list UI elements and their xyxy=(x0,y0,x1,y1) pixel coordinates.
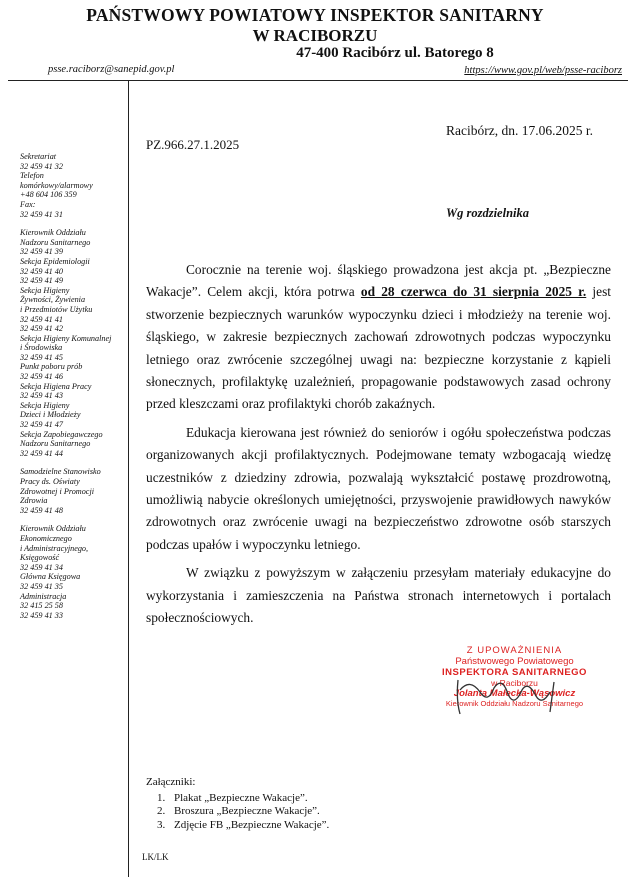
stamp-line-1: Z UPOWAŻNIENIA xyxy=(466,645,563,656)
author-initials: LK/LK xyxy=(142,852,169,862)
header-divider xyxy=(8,80,628,81)
sidebar-line: komórkowy/alarmowy xyxy=(20,180,93,190)
sidebar-line: Sekcja Higieny Komunalnej xyxy=(20,333,112,343)
attachments xyxy=(146,776,329,832)
sidebar-line: Zdrowotnej i Promocji xyxy=(20,486,94,496)
paragraph-1-start: Corocznie na terenie woj. śląskiego prowadzona jest akcja pt. „Bezpieczne Wakacje”. Celem akcji, która potrwa xyxy=(146,262,611,300)
sidebar-line: Pracy ds. Oświaty xyxy=(20,477,80,486)
sidebar-line: 32 459 41 33 xyxy=(20,610,63,620)
sidebar-line: Nadzoru Sanitarnego xyxy=(20,237,91,247)
paragraph-1-end: jest stworzenie bezpiecznych warunków wypoczynku dzieci i młodzieży na terenie woj. śląskiego, w zakresie bezpiecznych zachowań zdrowotnych podczas wypoczynku letniego oraz zwrócenie szczególnej uwagi na: bezpieczne korzystanie z kąpieli słonecznych, profilaktykę uzależnień, propagowanie podstawowych zasad ochrony przed kleszczami oraz profilaktyki chorób zakaźnych. xyxy=(146,284,611,412)
attachment-item: 3. Zdjęcie FB „Bezpieczne Wakacje”. xyxy=(168,819,329,833)
sidebar-line: 32 459 41 35 xyxy=(20,581,63,591)
sidebar-line: Sekretariat xyxy=(20,152,57,161)
sidebar-line: Sekcja Higieny xyxy=(20,285,70,295)
sidebar-line: Główna Księgowa xyxy=(20,572,81,582)
sidebar-line: Księgowość xyxy=(20,553,60,563)
handwritten-signature xyxy=(450,670,590,720)
attachments-list xyxy=(146,792,329,833)
sidebar-line: i Przedmiotów Użytku xyxy=(20,304,93,314)
sidebar-line: 32 459 41 43 xyxy=(20,391,63,401)
sidebar-line: 32 459 41 31 xyxy=(20,209,63,219)
addressee: Wg rozdzielnika xyxy=(446,206,530,220)
sidebar-line: Ekonomicznego xyxy=(20,533,72,543)
sidebar-line: 32 459 41 41 xyxy=(20,314,63,324)
sidebar-line: Kierownik Oddziału xyxy=(20,228,86,238)
attachment-item: 1. Plakat „Bezpieczne Wakacje”. xyxy=(168,792,329,806)
attachment-item: 2. Broszura „Bezpieczne Wakacje”. xyxy=(168,805,329,819)
paragraph-3: W związku z powyższym w załączeniu przesyłam materiały edukacyjne do wykorzystania i zamieszczenia na Państwa stronach internetowych i portalach społecznościowych. xyxy=(146,565,611,626)
contact-sidebar xyxy=(20,152,128,629)
stamp-line-6: Kierownik Oddziału Nadzoru Sanitarnego xyxy=(445,699,584,708)
sidebar-line: Sekcja Epidemiologii xyxy=(20,256,90,266)
header-institution: PAŃSTWOWY POWIATOWY INSPEKTOR SANITARNY xyxy=(86,5,544,25)
sidebar-line: 32 459 41 48 xyxy=(20,505,63,515)
sidebar-line: i Środowiska xyxy=(20,343,63,353)
sidebar-line: Administracja xyxy=(20,591,67,601)
header-email: psse.raciborz@sanepid.gov.pl xyxy=(48,64,175,75)
sidebar-line: 32 459 41 46 xyxy=(20,372,63,382)
paragraph-1 xyxy=(146,259,611,416)
sidebar-line: +48 604 106 359 xyxy=(20,190,77,200)
header-url: https://www.gov.pl/web/psse-raciborz xyxy=(464,65,622,76)
sidebar-line: Dzieci i Młodzieży xyxy=(20,410,81,420)
sidebar-group xyxy=(20,467,128,515)
sidebar-group xyxy=(20,152,128,219)
header-address: 47-400 Racibórz ul. Batorego 8 xyxy=(296,45,494,61)
sidebar-line: Samodzielne Stanowisko xyxy=(20,467,101,477)
sidebar-line: 32 459 41 45 xyxy=(20,352,63,362)
sidebar-line: 32 459 41 49 xyxy=(20,276,63,286)
sidebar-line: 32 459 41 34 xyxy=(20,562,63,572)
attachments-title: Załączniki: xyxy=(146,776,196,788)
stamp-line-3: INSPEKTORA SANITARNEGO xyxy=(442,667,587,678)
sidebar-line: Telefon xyxy=(20,171,44,181)
header-city: W RACIBORZU xyxy=(252,26,378,45)
stamp-line-4: w Raciborzu xyxy=(491,678,538,688)
sidebar-line: Fax: xyxy=(20,199,36,209)
sidebar-line: i Administracyjnego, xyxy=(20,543,89,553)
sidebar-line: Sekcja Higiena Pracy xyxy=(20,381,92,391)
sidebar-group xyxy=(20,228,128,458)
sidebar-line: Zdrowia xyxy=(20,496,48,506)
sidebar-line: Punkt poboru prób xyxy=(20,362,83,372)
sidebar-line: Kierownik Oddziału xyxy=(20,524,86,534)
reference-number: PZ.966.27.1.2025 xyxy=(146,137,240,152)
sidebar-line: 32 459 41 39 xyxy=(20,247,63,257)
sidebar-line: 32 459 41 40 xyxy=(20,266,63,276)
letter-body xyxy=(146,259,611,636)
sidebar-line: 32 415 25 58 xyxy=(20,601,63,611)
stamp-line-5: Jolanta Małecka-Wąsowicz xyxy=(453,688,576,699)
sidebar-line: Sekcja Zapobiegawczego xyxy=(20,429,103,439)
sidebar-line: Nadzoru Sanitarnego xyxy=(20,439,91,449)
sidebar-divider xyxy=(128,80,129,877)
sidebar-line: 32 459 41 32 xyxy=(20,161,63,171)
sidebar-line: 32 459 41 44 xyxy=(20,448,63,458)
sidebar-line: Żywności, Żywienia xyxy=(20,295,86,305)
letter-date: Racibórz, dn. 17.06.2025 r. xyxy=(446,123,593,138)
stamp-line-2: Państwowego Powiatowego xyxy=(455,656,574,667)
paragraph-2: Edukacja kierowana jest również do seniorów i ogółu społeczeństwa podczas organizowanych akcji profilaktycznych. Podejmowane tematy wzbogacają wiedzę uczestników z dziedziny zdrowia, pozwalają wykształcić postawę prozdrowotną, umożliwią nabycie określonych umiejętności, przyswojenie prawidłowych nawyków zdrowotnych oraz zwrócenie uwagi na bezpieczeństwo zdrowotne osób starszych podczas upałów i wypoczynku letniego. xyxy=(146,424,611,552)
sidebar-group xyxy=(20,524,128,620)
sidebar-line: 32 459 41 47 xyxy=(20,420,63,430)
sidebar-line: Sekcja Higieny xyxy=(20,400,70,410)
campaign-dates: od 28 czerwca do 31 sierpnia 2025 r. xyxy=(360,284,587,300)
sidebar-line: 32 459 41 42 xyxy=(20,324,63,334)
